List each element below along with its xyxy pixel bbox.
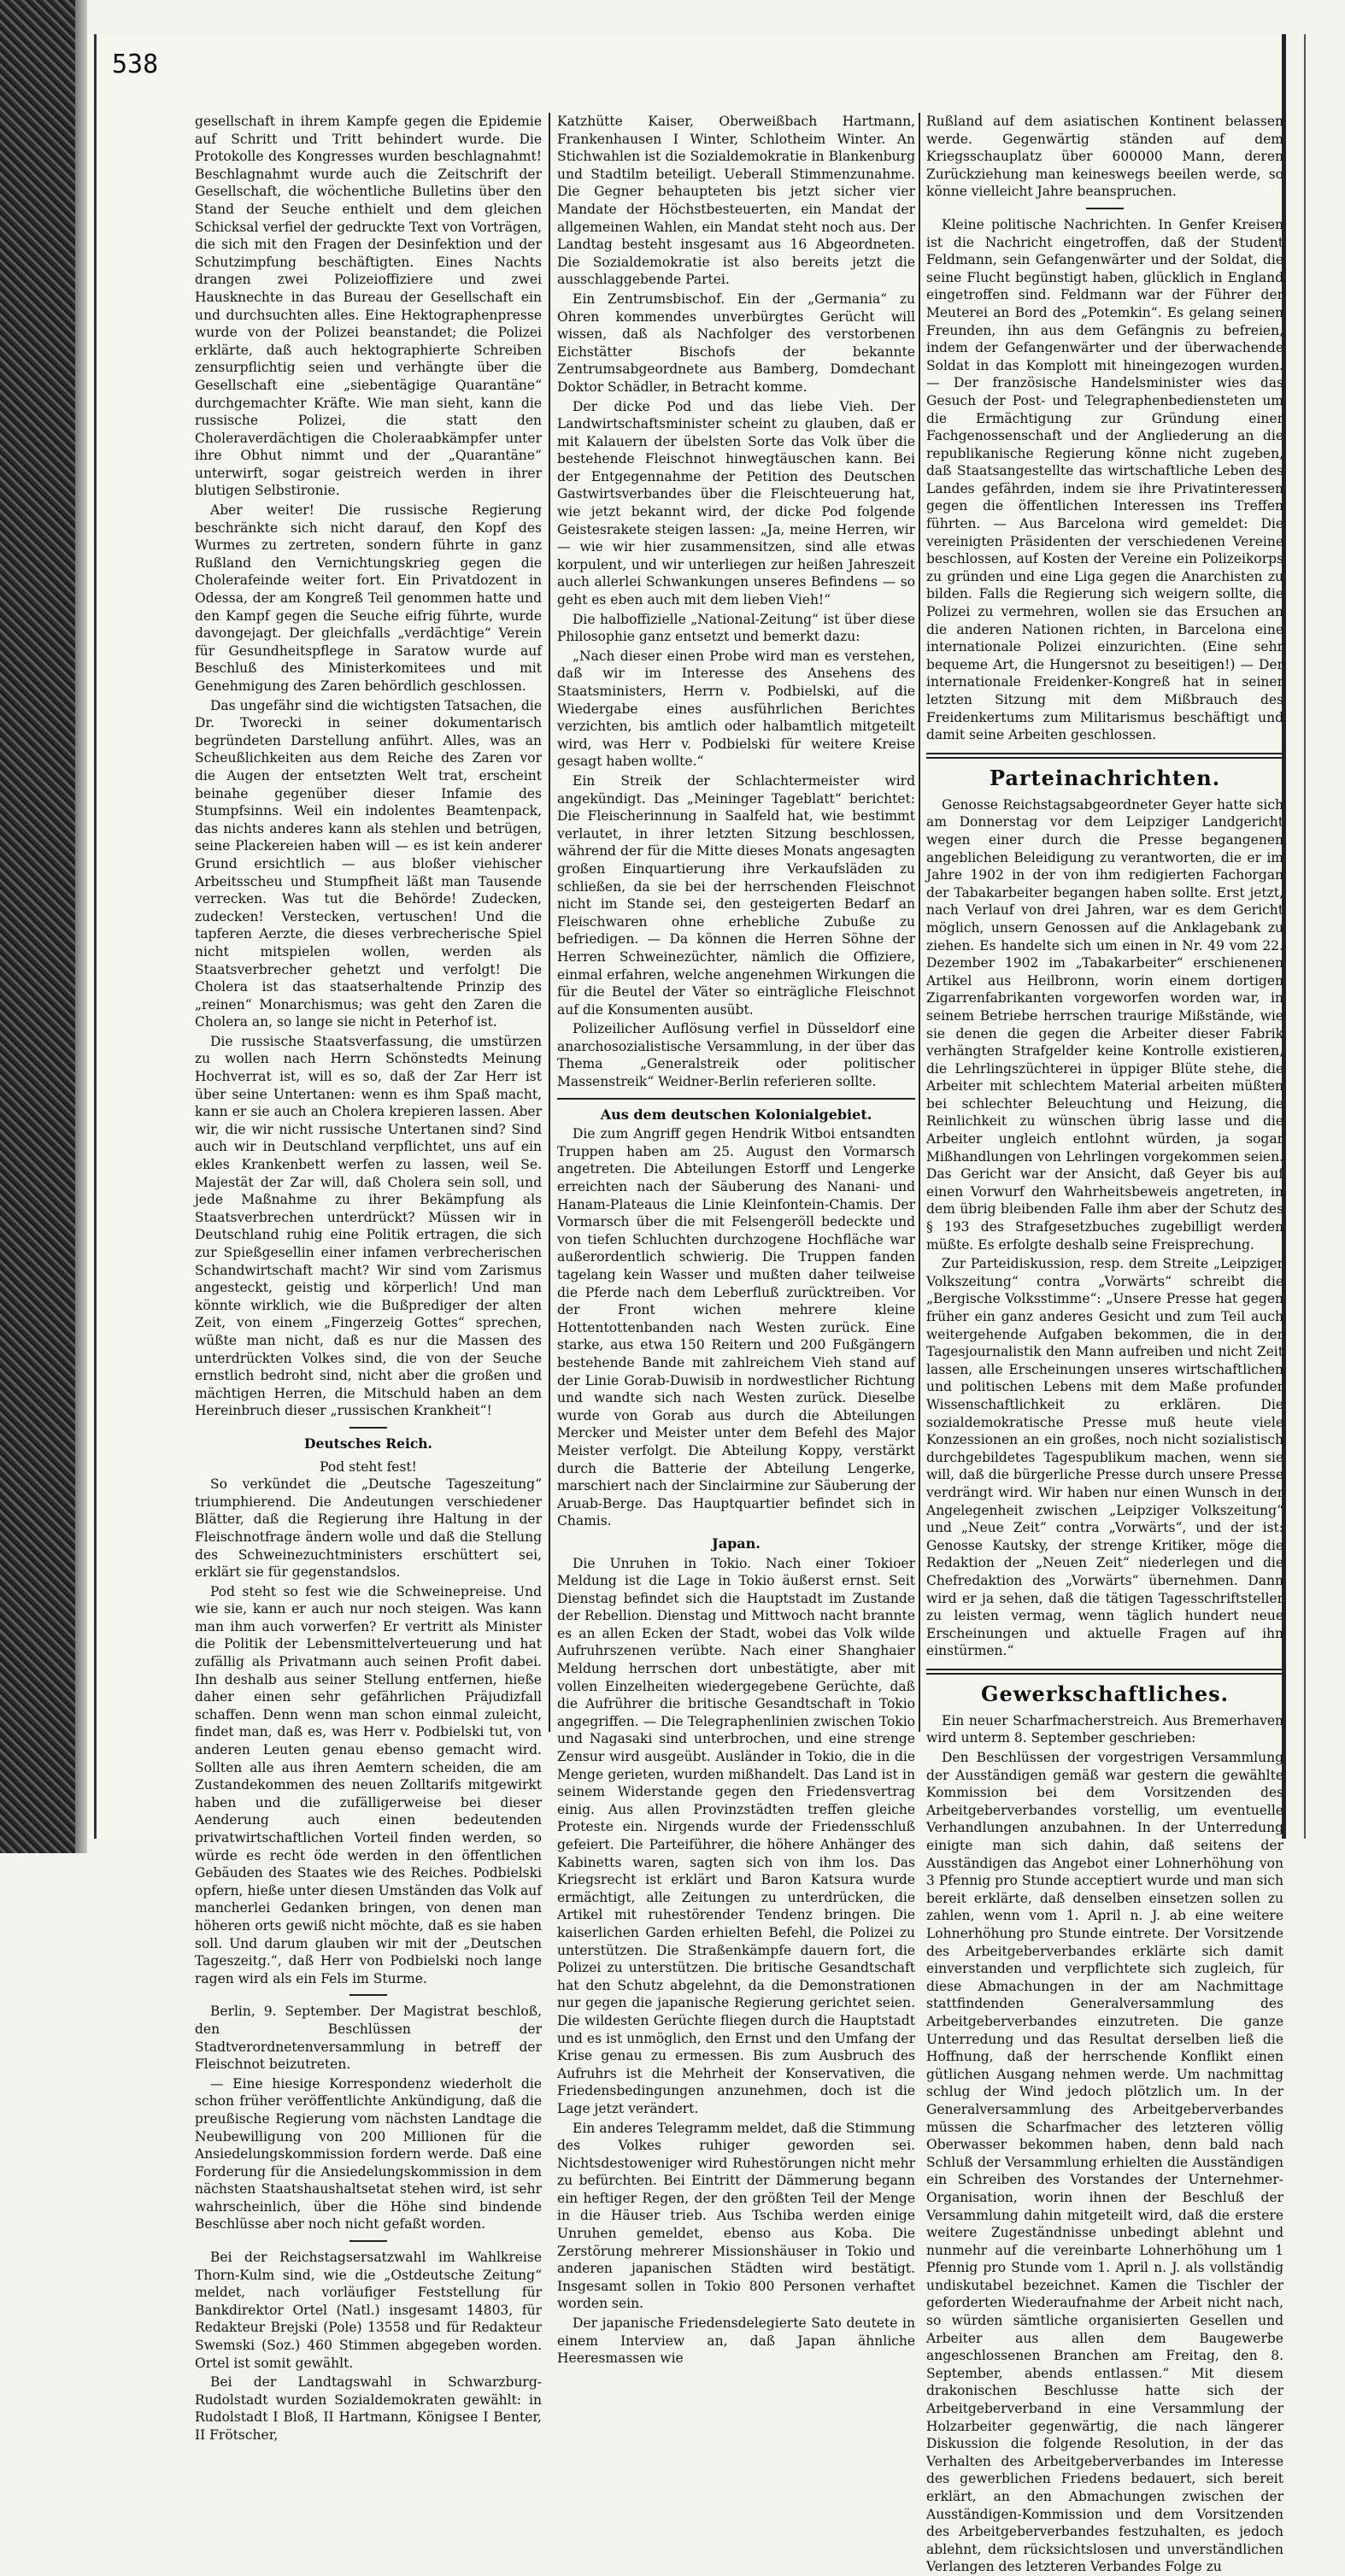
- separator: [349, 2240, 387, 2242]
- paragraph: Ein Zentrumsbischof. Ein der „Germania“ zu Ohren kommendes unverbürgtes Gerücht will wissen, daß als Nachfolger des verstorbenen Eichstätter Bischofs der bekannte Zentrumsabgeordnete aus Bamberg, Domdechant Doktor Schädler, in Betracht komme.: [557, 290, 915, 395]
- column-rule-1: [549, 113, 550, 1732]
- double-rule: [926, 753, 1283, 759]
- paragraph: Rußland auf dem asiatischen Kontinent belassen werde. Gegenwärtig ständen auf dem Kriegsschauplatz über 600000 Mann, deren Zurückziehung man keineswegs beeilen werde, so könne vielleicht Jahre beanspruchen.: [926, 114, 1283, 200]
- paragraph: Berlin, 9. September. Der Magistrat beschloß, den Beschlüssen der Stadtverordnetenversammlung in betreff der Fleischnot beizutreten.: [195, 2004, 542, 2073]
- paragraph: Ein anderes Telegramm meldet, daß die Stimmung des Volkes ruhiger geworden sei. Nichtsdestoweniger wird Ruhestörungen nicht mehr zu befürchten. Bei Eintritt der Dämmerung begann ein heftiger Regen, der den größten Teil der Menge in die Häuser trieb. Aus Tschiba werden einige Unruhen gemeldet, ebenso aus Koba. Die Zerstörung mehrerer Missionshäuser in Tokio und anderen japanischen Städten wird bestätigt. Insgesamt sollen in Tokio 800 Personen verhaftet worden sein.: [557, 2120, 915, 2312]
- column-3: [926, 113, 1283, 2575]
- separator: [349, 1994, 387, 1996]
- paragraph: Das ungefähr sind die wichtigsten Tatsachen, die Dr. Tworecki in seiner dokumentarisch begründeten Darstellung anführt. Alles, was an Scheußlichkeiten aus dem Reiche des Zaren vor die Augen der entsetzten Welt trat, erscheint beinahe gegenüber dieser Infamie des Stumpfsinns. Weil ein indolentes Beamtenpack, das nichts anderes kann als stehlen und betrügen, seine Plackereien haben will — es ist kein anderer Grund ersichtlich — aus bloßer viehischer Arbeitsscheu und Stumpfheit läßt man Tausende verrecken. Was tut die Behörde! Zudecken, zudecken! Verstecken, vertuschen! Und die tapferen Aerzte, die dieses verbrecherische Spiel nicht mitspielen wollen, werden als Staatsverbrecher gehetzt und verfolgt! Die Cholera ist das staatserhaltende Prinzip des „reinen“ Monarchismus; was geht den Zaren die Cholera an, so lange sie nicht in Peterhof ist.: [195, 697, 542, 1030]
- separator: [557, 1098, 915, 1100]
- column-1: [195, 113, 542, 2443]
- paragraph: „Nach dieser einen Probe wird man es verstehen, daß wir im Interesse des Ansehens des Staatsministers, Herrn v. Podbielski, auf die Wiedergabe eines ausführlichen Berichtes verzichten, bis amtlich oder halbamtlich mitgeteilt wird, was Herr v. Podbielski für weitere Kreise gesagt haben wollte.“: [557, 648, 915, 770]
- paragraph: Die halboffizielle „National-Zeitung“ ist über diese Philosophie ganz entsetzt und bemerkt dazu:: [557, 611, 915, 645]
- double-rule: [926, 1669, 1283, 1675]
- separator: [1086, 208, 1124, 209]
- section-heading: Deutsches Reich.: [304, 1435, 432, 1452]
- paragraph: Kleine politische Nachrichten. In Genfer Kreisen ist die Nachricht eingetroffen, daß der Student Feldmann, sein Gefangenwärter und der Soldat, die seine Flucht begünstigt haben, glücklich in England eingetroffen sind. Feldmann war der Führer der Meuterei an Bord des „Potemkin“. Es gelang seinen Freunden, ihn aus dem Gefängnis zu befreien, indem der Gefangenwärter und der überwachende Soldat in das Komplott mit hineingezogen wurden. — Der französische Handelsminister wies das Gesuch der Post- und Telegraphenbediensteten um die Ermächtigung zur Gründung einer Fachgenossenschaft und der Angliederung an die republikanische Regierung könne nicht zugeben, daß Staatsangestellte das wirtschaftliche Leben des Landes gefährden, indem sie ihre Privatinteressen gegen die öffentlichen Interessen ins Treffen führten. — Aus Barcelona wird gemeldet: Die vereinigten Präsidenten der verschiedenen Vereine beschlossen, auf Kosten der Vereine ein Polizeikorps zu gründen und eine Liga gegen die Anarchisten zu bilden. Falls die Regierung sich weigern sollte, die Polizei zu vermehren, wollen sie das Ersuchen an die anderen Nationen richten, in Barcelona eine internationale Polizei einzurichten. (Eine sehr bequeme Art, die Hungersnot zu beseitigen!) — Der internationale Freidenker-Kongreß hat in seiner letzten Sitzung mit dem Mißbrauch des Freidenkertums zum Militarismus beschäftigt und damit seine Arbeiten geschlossen.: [926, 216, 1283, 743]
- paragraph: Zur Parteidiskussion, resp. dem Streite „Leipziger Volkszeitung“ contra „Vorwärts“ schreibt die „Bergische Volksstimme“: „Unsere Presse hat gegen früher ein ganz anderes Gesicht und zum Teil auch weitergehende Aufgaben bekommen, die in der Tagesjournalistik den Mann aufreiben und nicht Zeit lassen, alle Erscheinungen unseres wirtschaftlichen und politischen Lebens mit dem Maße profunder Wissenschaftlichkeit zu erklären. Die sozialdemokratische Presse muß heute viele Konzessionen an ein großes, noch nicht sozialistisch durchgebildetes Tagespublikum machen, wenn sie will, daß die bürgerliche Presse durch unsere Presse verdrängt wird. Wir haben nur einen Wunsch in der Angelegenheit zwischen „Leipziger Volkszeitung“ und „Neue Zeit“ contra „Vorwärts“, und der ist: Genosse Kautsky, der strenge Kritiker, möge die Redaktion der „Neuen Zeit“ niederlegen und die Chefredaktion des „Vorwärts“ übernehmen. Dann wird er ja sehen, daß die tätigen Tagesschriftsteller zu leisten vermag, wenn täglich hundert neue Erscheinungen und aktuelle Fragen auf ihn einstürmen.“: [926, 1256, 1283, 1659]
- page-number: 538: [112, 50, 159, 79]
- paragraph: Genosse Reichstagsabgeordneter Geyer hatte sich am Donnerstag vor dem Leipziger Landgericht wegen einer durch die Presse begangenen angeblichen Beleidigung zu verantworten, die er im Jahre 1902 in der von ihm redigierten Fachorgan der Tabakarbeiter begangen haben sollte. Erst jetzt, nach Verlauf von drei Jahren, war es dem Gericht möglich, unsern Genossen auf die Anklagebank zu ziehen. Es handelte sich um einen in Nr. 49 vom 22. Dezember 1902 im „Tabakarbeiter“ erschienenen Artikel aus Heilbronn, worin einem dortigen Zigarrenfabrikanten vorgeworfen worden war, in seinem Betriebe herrschen traurige Mißstände, wie sie denen die gegen die Arbeiter dieser Fabrik verhängten Strafgelder keine Kontrolle existieren, die Lehrlingszüchterei in üppiger Blüte stehe, die Arbeiter mit schlechtem Material arbeiten müßten bei schlechter Beleuchtung und Heizung, die Reinlichkeit zu wünschen übrig lasse und die Arbeiter ungleich entlohnt würden, ja sogar Mißhandlungen von Lehrlingen vorgekommen seien. Das Gericht war der Ansicht, daß Geyer bis auf einen Vorwurf den Wahrheitsbeweis angetreten, in dem übrig bleibenden Falle ihm aber der Schutz des § 193 des Strafgesetzbuches zugebilligt werden müßte. Es erfolgte deshalb seine Freisprechung.: [926, 796, 1283, 1253]
- binding-edge: [75, 0, 87, 1853]
- paragraph: Bei der Reichstagsersatzwahl im Wahlkreise Thorn-Kulm sind, wie die „Ostdeutsche Zeitung“ meldet, nach vorläufiger Feststellung für Bankdirektor Ortel (Natl.) insgesamt 14803, für Redakteur Brejski (Pole) 13558 und für Redakteur Swemski (Soz.) 460 Stimmen abgegeben worden. Ortel ist somit gewählt.: [195, 2250, 542, 2371]
- page-frame-right-outer: [1304, 34, 1306, 1839]
- paragraph: Polizeilicher Auflösung verfiel in Düsseldorf eine anarchosozialistische Versammlung, in der über das Thema „Generalstreik oder politischer Massenstreik“ Weidner-Berlin referieren sollte.: [557, 1021, 915, 1090]
- paragraph: Den Beschlüssen der vorgestrigen Versammlung der Ausständigen gemäß war gestern die gewählte Kommission bei dem Vorsitzenden des Arbeitgeberverbandes vorstellig, um eventuelle Verhandlungen anzubahnen. In der Unterredung einigte man sich dahin, daß seitens der Ausständigen das Angebot einer Lohnerhöhung von 3 Pfennig pro Stunde acceptiert wurde und man sich bereit erklärte, daß denselben einsetzen sollen zu zahlen, wenn vom 1. April n. J. ab eine weitere Lohnerhöhung pro Stunde eintrete. Der Vorsitzende des Arbeitgeberverbandes erklärte sich damit einverstanden und verpflichtete sich zugleich, für diese Abmachungen in der am Nachmittage stattfindenden Generalversammlung des Arbeitgeberverbandes einzutreten. Die ganze Unterredung und das Resultat derselben ließ die Hoffnung, daß der herrschende Konflikt einen gütlichen Ausgang nehmen werde. Um nachmittag schlug der Wind jedoch plötzlich um. In der Generalversammlung des Arbeitgeberverbandes müssen die Scharfmacher des letzteren völlig Oberwasser bekommen haben, denn bald nach Schluß der Versammlung erhielten die Ausständigen ein Schreiben des Vorstandes der Unternehmer-Organisation, worin ihnen der Beschluß der Versammlung dahin mitgeteilt wird, daß die erstere weitere Zugeständnisse unbedingt ablehnt und nunmehr auf die vereinbarte Lohnerhöhung um 1 Pfennig pro Stunde vom 1. April n. J. als vollständig undiskutabel bezeichnet. Kamen die Tischler der geforderten Wiederaufnahme der Arbeit nicht nach, so würden sämtliche organisierten Gesellen und Arbeiter aus allen dem Baugewerbe angeschlossenen Branchen am Freitag, den 8. September, abends entlassen.“ Mit diesem drakonischen Beschlusse hatte sich der Arbeitgeberverband in eine Versammlung der Holzarbeiter gegenwärtig, die nach längerer Diskussion die folgende Resolution, in der das Verhalten des Arbeitgeberverbandes im Interesse des gewerblichen Friedens bedauert, sich bereit erklärt, an den Abmachungen zwischen der Ausständigen-Kommission und dem Vorsitzenden des Arbeitgeberverbandes festzuhalten, es jedoch ablehnt, dem rücksichtslosen und unverständlichen Verlangen des letzteren Verbandes Folge zu: [926, 1750, 1283, 2575]
- paragraph: So verkündet die „Deutsche Tageszeitung“ triumphierend. Die Andeutungen verschiedener Blätter, daß die Regierung ihre Haltung in der Fleischnotfrage ändern wolle und daß die Stellung des Schweinezuchtministers erschüttert sei, erklärt sie für gegenstandslos.: [195, 1476, 542, 1581]
- paragraph: Der japanische Friedensdelegierte Sato deutete in einem Interview an, daß Japan ähnliche Heeresmassen wie: [557, 2315, 915, 2367]
- paragraph: — Eine hiesige Korrespondenz wiederholt die schon früher veröffentlichte Ankündigung, daß die preußische Regierung vom nächsten Landtage die Neubewilligung von 200 Millionen für die Ansiedelungskommission fordern werde. Daß eine Forderung für die Ansiedelungskommission in dem nächsten Staatshaushaltsetat stehen wird, ist sehr wahrscheinlich, über die Höhe sind bindende Beschlüsse aber noch nicht gefaßt worden.: [195, 2075, 542, 2233]
- paragraph: Ein neuer Scharfmacherstreich. Aus Bremerhaven wird unterm 8. September geschrieben:: [926, 1712, 1283, 1746]
- book-binding: [0, 0, 75, 1853]
- separator: [349, 1427, 387, 1429]
- paragraph: Die Unruhen in Tokio. Nach einer Tokioer Meldung ist die Lage in Tokio äußerst ernst. Seit Dienstag befindet sich die Hauptstadt im Zustande der Rebellion. Dienstag und Mittwoch nacht brannte es an allen Ecken der Stadt, wobei das Volk wilde Aufruhrszenen verübte. Nach einer Shanghaier Meldung herrschen dort unbestätigte, aber mit vollen Einzelheiten wiedergegebene Gerüchte, daß die Aufrührer die britische Gesandtschaft in Tokio angegriffen. — Die Telegraphenlinien zwischen Tokio und Nagasaki sind unterbrochen, und eine strenge Zensur wird ausgeübt. Ausländer in Tokio, die in die Menge gerieten, wurden mißhandelt. Das Land ist in seinem Widerstande gegen den Friedensvertrag einig. Aus allen Provinzstädten treffen gleiche Proteste ein. Nirgends wurde der Friedensschluß gefeiert. Die Parteiführer, die höhere Anhänger des Kabinetts waren, sagten sich von ihm los. Das Kriegsrecht ist erklärt und Baron Katsura wurde ermächtigt, alle Zeitungen zu unterdrücken, die Artikel mit ruhestörender Tendenz bringen. Die kaiserlichen Garden erhielten Befehl, die Polizei zu unterstützen. Die Straßenkämpfe dauern fort, die Polizei zu unterstützen. Die britische Gesandtschaft hat den Schutz abgelehnt, da die Demonstrationen nur gegen die japanische Regierung gerichtet seien. Die wildesten Gerüchte fliegen durch die Hauptstadt und es ist unmöglich, den Ernst und den Umfang der Krise genau zu ermessen. Bis zum Ausbruch des Aufruhrs ist die Mehrheit der Konservativen, die Friedensbedingungen anzunehmen, doch ist die Lage jetzt verändert.: [557, 1555, 915, 2116]
- section-heading: Parteinachrichten.: [989, 765, 1221, 790]
- paragraph: Die russische Staatsverfassung, die umstürzen zu wollen nach Herrn Schönstedts Meinung Hochverrat ist, will es so, daß der Zar Herr ist über seine Untertanen: wenn es ihm Spaß macht, kann er sie auch an Cholera krepieren lassen. Aber wir, die wir nicht russische Untertanen sind? Sind auch wir in Deutschland verpflichtet, uns auf ein ekles Krankenbett werfen zu lassen, weil Se. Majestät der Zar will, daß Cholera sein soll, und jede Maßnahme zu ihrer Bekämpfung als Staatsverbrechen unterdrückt? Müssen wir in Deutschland ruhig eine Politik ertragen, die sich zur Spießgesellin einer infamen verbrecherischen Schandwirtschaft macht? Wir sind vom Zarismus angesteckt, geistig und körperlich! Und man könnte wirklich, wie die Bußprediger der alten Zeit, von einem „Fingerzeig Gottes“ sprechen, wüßte man nicht, daß es nur die Massen des unterdrückten Volkes sind, die von der Seuche ernstlich bedroht sind, nicht aber die großen und mächtigen Herren, die Mitschuld haben an dem Hereinbruch dieser „russischen Krankheit“!: [195, 1033, 542, 1419]
- paragraph: Aber weiter! Die russische Regierung beschränkte sich nicht darauf, den Kopf des Wurmes zu zertreten, sondern führte in ganz Rußland den Vernichtungskrieg gegen die Cholerafeinde weiter fort. Ein Privatdozent in Odessa, der am Kongreß Teil genommen hatte und den Kampf gegen die Seuche eifrig führte, wurde davongejagt. Der gleichfalls „verdächtige“ Verein für Gesundheitspflege in Saratow wurde auf Beschluß des Ministerkomitees und mit Genehmigung des Zaren behördlich geschlossen.: [195, 502, 542, 694]
- paragraph: Katzhütte Kaiser, Oberweißbach Hartmann, Frankenhausen I Winter, Schlotheim Winter. An Stichwahlen ist die Sozialdemokratie in Blankenburg und Stadtilm beteiligt. Ueberall Stimmenzunahme. Die Gegner behaupteten bis jetzt sicher vier Mandate der Höchstbesteuerten, ein Mandat der allgemeinen Wahlen, ein Mandat steht noch aus. Der Landtag besteht insgesamt aus 16 Abgeordneten. Die Sozialdemokratie ist also bereits jetzt die ausschlaggebende Partei.: [557, 114, 915, 288]
- column-rule-2: [919, 113, 920, 1732]
- section-heading: Japan.: [712, 1534, 761, 1552]
- paragraph: Bei der Landtagswahl in Schwarzburg-Rudolstadt wurden Sozialdemokraten gewählt: in Rudolstadt I Bloß, II Hartmann, Königsee I Benter, II Frötscher,: [195, 2374, 542, 2443]
- paragraph: Die zum Angriff gegen Hendrik Witboi entsandten Truppen haben am 25. August den Vormarsch angetreten. Die Abteilungen Estorff und Lengerke erreichten nach der Säuberung des Nanani- und Hanam-Plateaus die Linie Kleinfontein-Chamis. Der Vormarsch über die mit Felsengeröll bedeckte und von tiefen Schluchten durchzogene Hochfläche war außerordentlich schwierig. Die Truppen fanden tagelang kein Wasser und mußten daher teilweise die Pferde nach dem Leberfluß zurücktreiben. Vor der Front wichen mehrere kleine Hottentottenbanden nach Westen zurück. Eine starke, aus etwa 150 Reitern und 200 Fußgängern bestehende Bande mit zahlreichem Vieh stand auf der Linie Gorab-Duwisib in nordwestlicher Richtung und wandte sich nach Westen zurück. Dieselbe wurde von Gorab aus durch die Abteilungen Mercker und Meister unter dem Befehl des Major Meister verfolgt. Die Abteilung Koppy, verstärkt durch die Batterie der Abteilung Lengerke, marschiert nach der Sinclairmine zur Säuberung der Aruab-Berge. Das Hauptquartier befindet sich in Chamis.: [557, 1126, 915, 1529]
- section-heading: Gewerkschaftliches.: [981, 1681, 1229, 1706]
- paragraph: Pod steht so fest wie die Schweinepreise. Und wie sie, kann er auch nur noch steigen. Was kann man ihm auch vorwerfen? Er vertritt als Minister die Politik der Lebensmittelverteuerung und hat zufällig als Privatmann auch seinen Profit dabei. Ihn deshalb aus seiner Stellung entfernen, hieße daher einen sehr gefährlichen Präjudizfall schaffen. Denn wenn man schon einmal zuleicht, findet man, daß es, was Herr v. Podbielski tut, von anderen Leuten genau ebenso gemacht wird. Sollten alle aus ihren Aemtern scheiden, die am Zustandekommen des neuen Zolltarifs mitgewirkt haben und die zufälligerweise bei dieser Aenderung auch einen bedeutenden privatwirtschaftlichen Vorteil finden werden, so würde es recht öde werden in den öffentlichen Gebäuden des Staates wie des Reiches. Podbielski opfern, hieße unter diesen Umständen das Volk auf mancherlei Gedanken bringen, von denen man höheren orts gewiß nicht möchte, daß es sie haben soll. Und darum glauben wir mit der „Deutschen Tageszeitg.“, daß Herr von Podbielski noch lange ragen wird als ein Fels im Sturme.: [195, 1583, 542, 1986]
- column-2: [557, 113, 915, 2367]
- page-frame-left: [94, 34, 97, 1839]
- subheading: Pod steht fest!: [320, 1458, 417, 1475]
- paragraph: gesellschaft in ihrem Kampfe gegen die Epidemie auf Schritt und Tritt behindert wurde. Die Protokolle des Kongresses wurden beschlagnahmt! Beschlagnahmt wurde auch die Zeitschrift der Gesellschaft, die wöchentliche Bulletins über den Stand der Seuche enthielt und dem gleichen Schicksal verfiel der gedruckte Text von Vorträgen, die sich mit den Fragen der Desinfektion und der Schutzimpfung beschäftigten. Eines Nachts drangen zwei Polizeioffiziere und zwei Hausknechte in das Bureau der Gesellschaft ein und durchsuchten alles. Eine Hektographenpresse wurde von der Polizei beanstandet; die Polizei erklärte, daß auch hektographierte Schreiben zensurpflichtig seien und verhängte über die Gesellschaft eine „siebentägige Quarantäne“ durchgemachter Kräfte. Wie man sieht, kann die russische Polizei, die statt den Choleraverdächtigen die Choleraabkämpfer unter ihre Obhut nimmt und der „Quarantäne“ unterwirft, sogar geistreich werden in ihrer blutigen Selbstironie.: [195, 114, 542, 499]
- section-heading: Aus dem deutschen Kolonialgebiet.: [600, 1106, 872, 1123]
- paragraph: Der dicke Pod und das liebe Vieh. Der Landwirtschaftsminister scheint zu glauben, daß er mit Kalauern der übelsten Sorte das Volk über die bestehende Fleischnot hinwegtäuschen kann. Bei der Entgegennahme der Petition des Deutschen Gastwirtsverbandes über die Fleischteuerung hat, wie jetzt bekannt wird, der dicke Pod folgende Geistesrakete steigen lassen: „Ja, meine Herren, wir — wie wir hier zusammensitzen, sind alle etwas korpulent, und wir unterliegen zur heißen Jahreszeit auch allerlei Schwankungen unseres Befindens — so geht es eben auch mit dem lieben Vieh!“: [557, 398, 915, 608]
- paragraph: Ein Streik der Schlachtermeister wird angekündigt. Das „Meininger Tageblatt“ berichtet: Die Fleischerinnung in Saalfeld hat, wie bestimmt verlautet, in ihrer letzten Sitzung beschlossen, während der für die Mitte dieses Monats angesagten großen Einquartierung ihre Verkaufsläden zu schließen, da sie bei der herrschenden Fleischnot nicht im Stande sei, den gesteigerten Bedarf an Fleischwaren ohne erhebliche Zubuße zu befriedigen. — Da können die Herren Söhne der Herren Schweinezüchter, nämlich die Offiziere, einmal erfahren, welche angenehmen Wirkungen die für die Beutel der Väter so einträgliche Fleischnot auf die Konsumenten ausübt.: [557, 772, 915, 1018]
